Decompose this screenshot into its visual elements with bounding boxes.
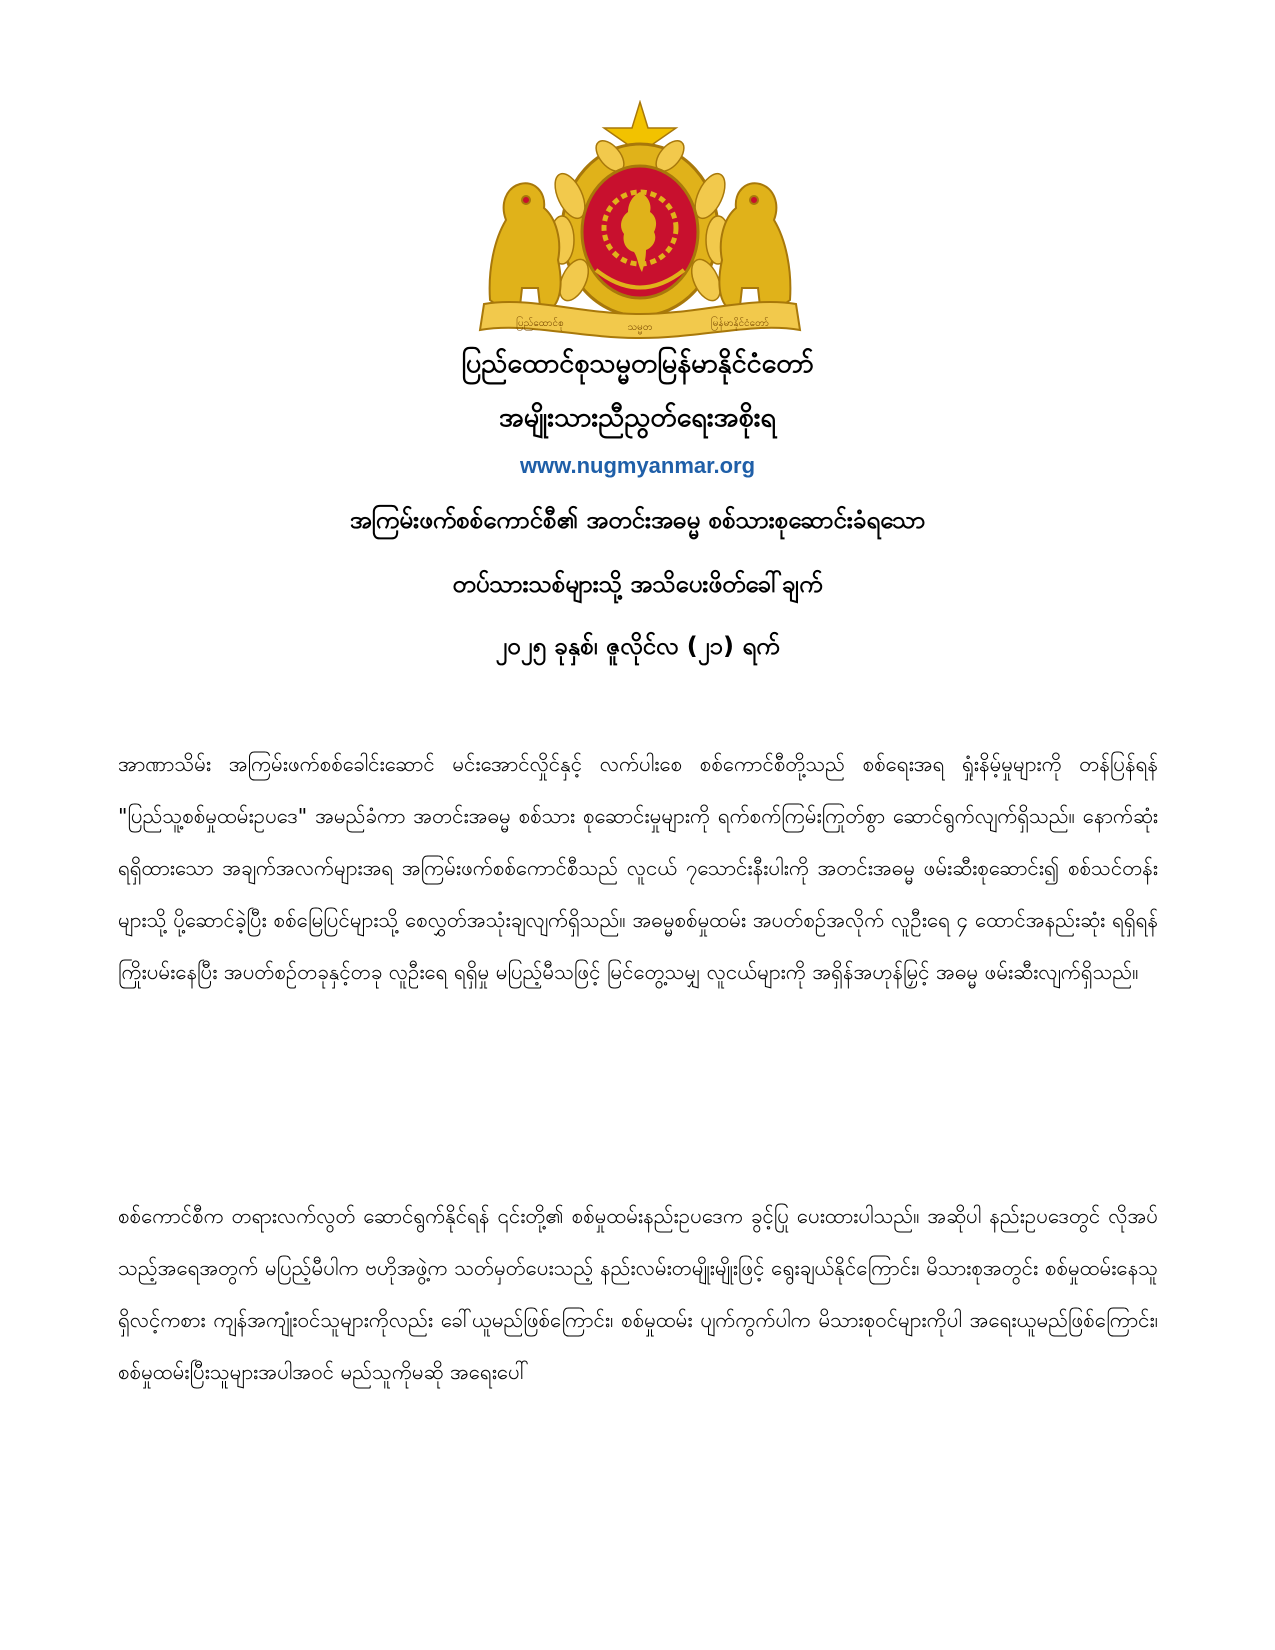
website-link[interactable]: www.nugmyanmar.org — [519, 453, 756, 478]
announcement-title-line-1: အကြမ်းဖက်စစ်ကောင်စီ၏ အတင်းအဓမ္မ စစ်သားစုဆောင်းခံရသော — [349, 506, 926, 534]
body-paragraph-2: စစ်ကောင်စီက တရားလက်လွတ် ဆောင်ရွက်နိုင်ရန် ၎င်းတို့၏ စစ်မှုထမ်းနည်းဥပဒေက ခွင့်ပြု ပေးထားပါသည်။ အဆိုပါ နည်းဥပဒေတွင် လိုအပ်သည့်အရေအတွက် မပြည့်မီပါက ဗဟိုအဖွဲ့က သတ်မှတ်ပေးသည့် နည်းလမ်းတမျိုးမျိုးဖြင့် ရွေးချယ်နိုင်ကြောင်း၊ မိသားစုအတွင်း စစ်မှုထမ်းနေသူ ရှိလင့်ကစား ကျန်အကျုံးဝင်သူများကိုလည်း ခေါ်ယူမည်ဖြစ်ကြောင်း၊ စစ်မှုထမ်း ပျက်ကွက်ပါက မိသားစုဝင်များကိုပါ အရေးယူမည်ဖြစ်ကြောင်း၊ စစ်မှုထမ်းပြီးသူများအပါအဝင် မည်သူကိုမဆို အရေးပေါ် — [118, 1204, 1158, 1384]
body-paragraph-1: အာဏာသိမ်း အကြမ်းဖက်စစ်ခေါင်းဆောင် မင်းအောင်လှိုင်နှင့် လက်ပါးစေ စစ်ကောင်စီတို့သည် စစ်ရေးအရ ရှုံးနိမ့်မှုများကို တန်ပြန်ရန် "ပြည်သူ့စစ်မှုထမ်းဥပဒေ" အမည်ခံကာ အတင်းအဓမ္မ စစ်သား စုဆောင်းမှုများကို ရက်စက်ကြမ်းကြုတ်စွာ ဆောင်ရွက်လျက်ရှိသည်။ နောက်ဆုံး ရရှိထားသော အချက်အလက်များအရ အကြမ်းဖက်စစ်ကောင်စီသည် လူငယ် ၇သောင်းနီးပါးကို အတင်းအဓမ္မ ဖမ်းဆီးစုဆောင်း၍ စစ်သင်တန်းများသို့ ပို့ဆောင်ခဲ့ပြီး စစ်မြေပြင်များသို့ စေလွှတ်အသုံးချလျက်ရှိသည်။ အဓမ္မစစ်မှုထမ်း အပတ်စဉ်အလိုက် လူဦးရေ ၄ ထောင်အနည်းဆုံး ရရှိရန် ကြိုးပမ်းနေပြီး အပတ်စဉ်တခုနှင့်တခု လူဦးရေ ရရှိမှု မပြည့်မီသဖြင့် မြင်တွေ့သမျှ လူငယ်များကို အရှိန်အဟုန်မြှင့် အဓမ္မ ဖမ်းဆီးလျက်ရှိသည်။ — [118, 752, 1158, 984]
chinthe-left-icon — [490, 183, 561, 306]
state-emblem — [470, 100, 810, 340]
government-subtitle: အမျိုးသားညီညွတ်ရေးအစိုးရ — [498, 402, 777, 433]
announcement-date: ၂၀၂၅ ခုနှစ်၊ ဇူလိုင်လ (၂၁) ရက် — [495, 632, 780, 660]
state-seal-icon — [470, 100, 810, 340]
seal-text-center: သမ္မတ — [627, 322, 653, 333]
announcement-title-line-2: တပ်သားသစ်များသို့ အသိပေးဖိတ်ခေါ်ချက် — [452, 570, 823, 598]
seal-text-left: ပြည်ထောင်စု — [516, 318, 564, 329]
seal-text-right: မြန်မာနိုင်ငံတော် — [711, 318, 769, 329]
chinthe-right-icon — [719, 183, 790, 306]
government-name: ပြည်ထောင်စုသမ္မတမြန်မာနိုင်ငံတော် — [461, 348, 814, 379]
